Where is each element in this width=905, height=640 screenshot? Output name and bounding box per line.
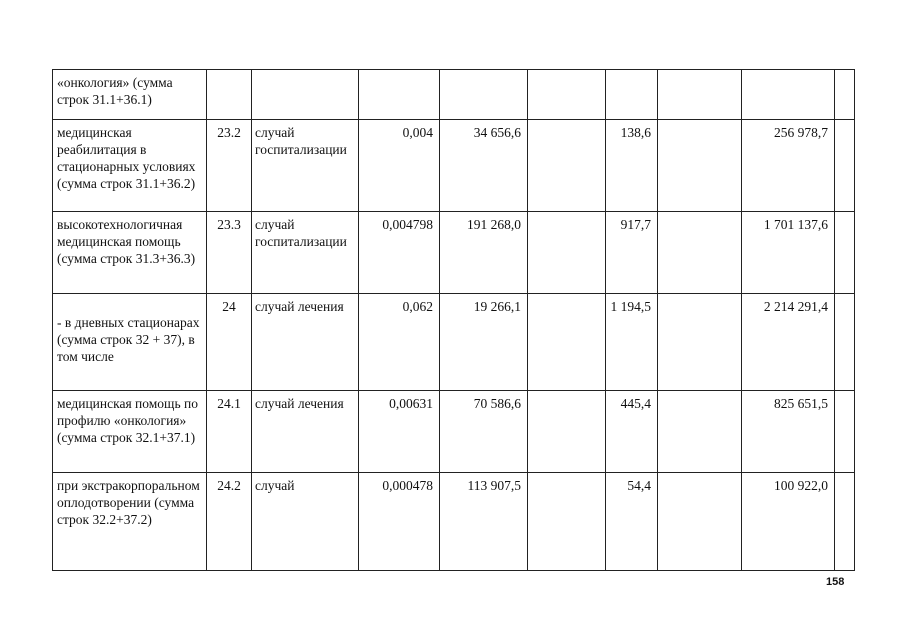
row-unit: случай лечения <box>252 391 359 473</box>
cell-cost: 19 266,1 <box>440 294 528 391</box>
table-row <box>53 70 855 120</box>
cell-empty <box>835 212 855 294</box>
cell-empty <box>528 120 606 212</box>
row-number <box>207 70 252 120</box>
cell-rate: 0,062 <box>359 294 440 391</box>
row-unit: случай госпитализации <box>252 120 359 212</box>
table-row <box>53 212 855 294</box>
page-number: 158 <box>826 576 845 588</box>
cell-cost: 34 656,6 <box>440 120 528 212</box>
cell-rate <box>359 70 440 120</box>
row-unit: случай <box>252 473 359 571</box>
cell-empty <box>658 120 742 212</box>
row-number: 23.3 <box>207 212 252 294</box>
cell-cost <box>440 70 528 120</box>
cell-empty <box>658 70 742 120</box>
cell-cost: 70 586,6 <box>440 391 528 473</box>
cell-rate: 0,004 <box>359 120 440 212</box>
row-name: медицинская помощь по профилю «онкология» (сумма строк 32.1+37.1) <box>53 391 207 473</box>
cell-total: 2 214 291,4 <box>742 294 835 391</box>
cell-empty <box>528 294 606 391</box>
row-name: «онкология» (сумма строк 31.1+36.1) <box>53 70 207 120</box>
cell-empty <box>658 391 742 473</box>
table-row <box>53 120 855 212</box>
cell-empty <box>528 70 606 120</box>
cell-total: 1 701 137,6 <box>742 212 835 294</box>
row-number: 24.2 <box>207 473 252 571</box>
cell-total: 256 978,7 <box>742 120 835 212</box>
row-name: при экстракорпоральном оплодотворении (сумма строк 32.2+37.2) <box>53 473 207 571</box>
cell-empty <box>835 473 855 571</box>
cell-empty <box>528 391 606 473</box>
cell-empty <box>658 212 742 294</box>
row-name: медицинская реабилитация в стационарных условиях (сумма строк 31.1+36.2) <box>53 120 207 212</box>
cell-empty <box>528 212 606 294</box>
cell-total <box>742 70 835 120</box>
row-number: 23.2 <box>207 120 252 212</box>
row-name: - в дневных стационарах (сумма строк 32 + 37), в том числе <box>53 294 207 391</box>
cell-empty <box>658 473 742 571</box>
cell-per-capita: 138,6 <box>606 120 658 212</box>
row-number: 24 <box>207 294 252 391</box>
cell-total: 825 651,5 <box>742 391 835 473</box>
cell-empty <box>835 391 855 473</box>
cell-per-capita <box>606 70 658 120</box>
data-table <box>52 69 855 571</box>
row-unit: случай госпитализации <box>252 212 359 294</box>
cell-empty <box>835 294 855 391</box>
cell-per-capita: 54,4 <box>606 473 658 571</box>
cell-empty <box>658 294 742 391</box>
cell-empty <box>528 473 606 571</box>
cell-total: 100 922,0 <box>742 473 835 571</box>
row-name: высокотехнологичная медицинская помощь (сумма строк 31.3+36.3) <box>53 212 207 294</box>
cell-per-capita: 445,4 <box>606 391 658 473</box>
cell-cost: 191 268,0 <box>440 212 528 294</box>
cell-empty <box>835 120 855 212</box>
cell-rate: 0,004798 <box>359 212 440 294</box>
cell-per-capita: 917,7 <box>606 212 658 294</box>
table-row <box>53 473 855 571</box>
cell-rate: 0,00631 <box>359 391 440 473</box>
row-unit: случай лечения <box>252 294 359 391</box>
cell-rate: 0,000478 <box>359 473 440 571</box>
table-row <box>53 391 855 473</box>
cell-per-capita: 1 194,5 <box>606 294 658 391</box>
table-row <box>53 294 855 391</box>
row-unit <box>252 70 359 120</box>
cell-cost: 113 907,5 <box>440 473 528 571</box>
cell-empty <box>835 70 855 120</box>
row-number: 24.1 <box>207 391 252 473</box>
